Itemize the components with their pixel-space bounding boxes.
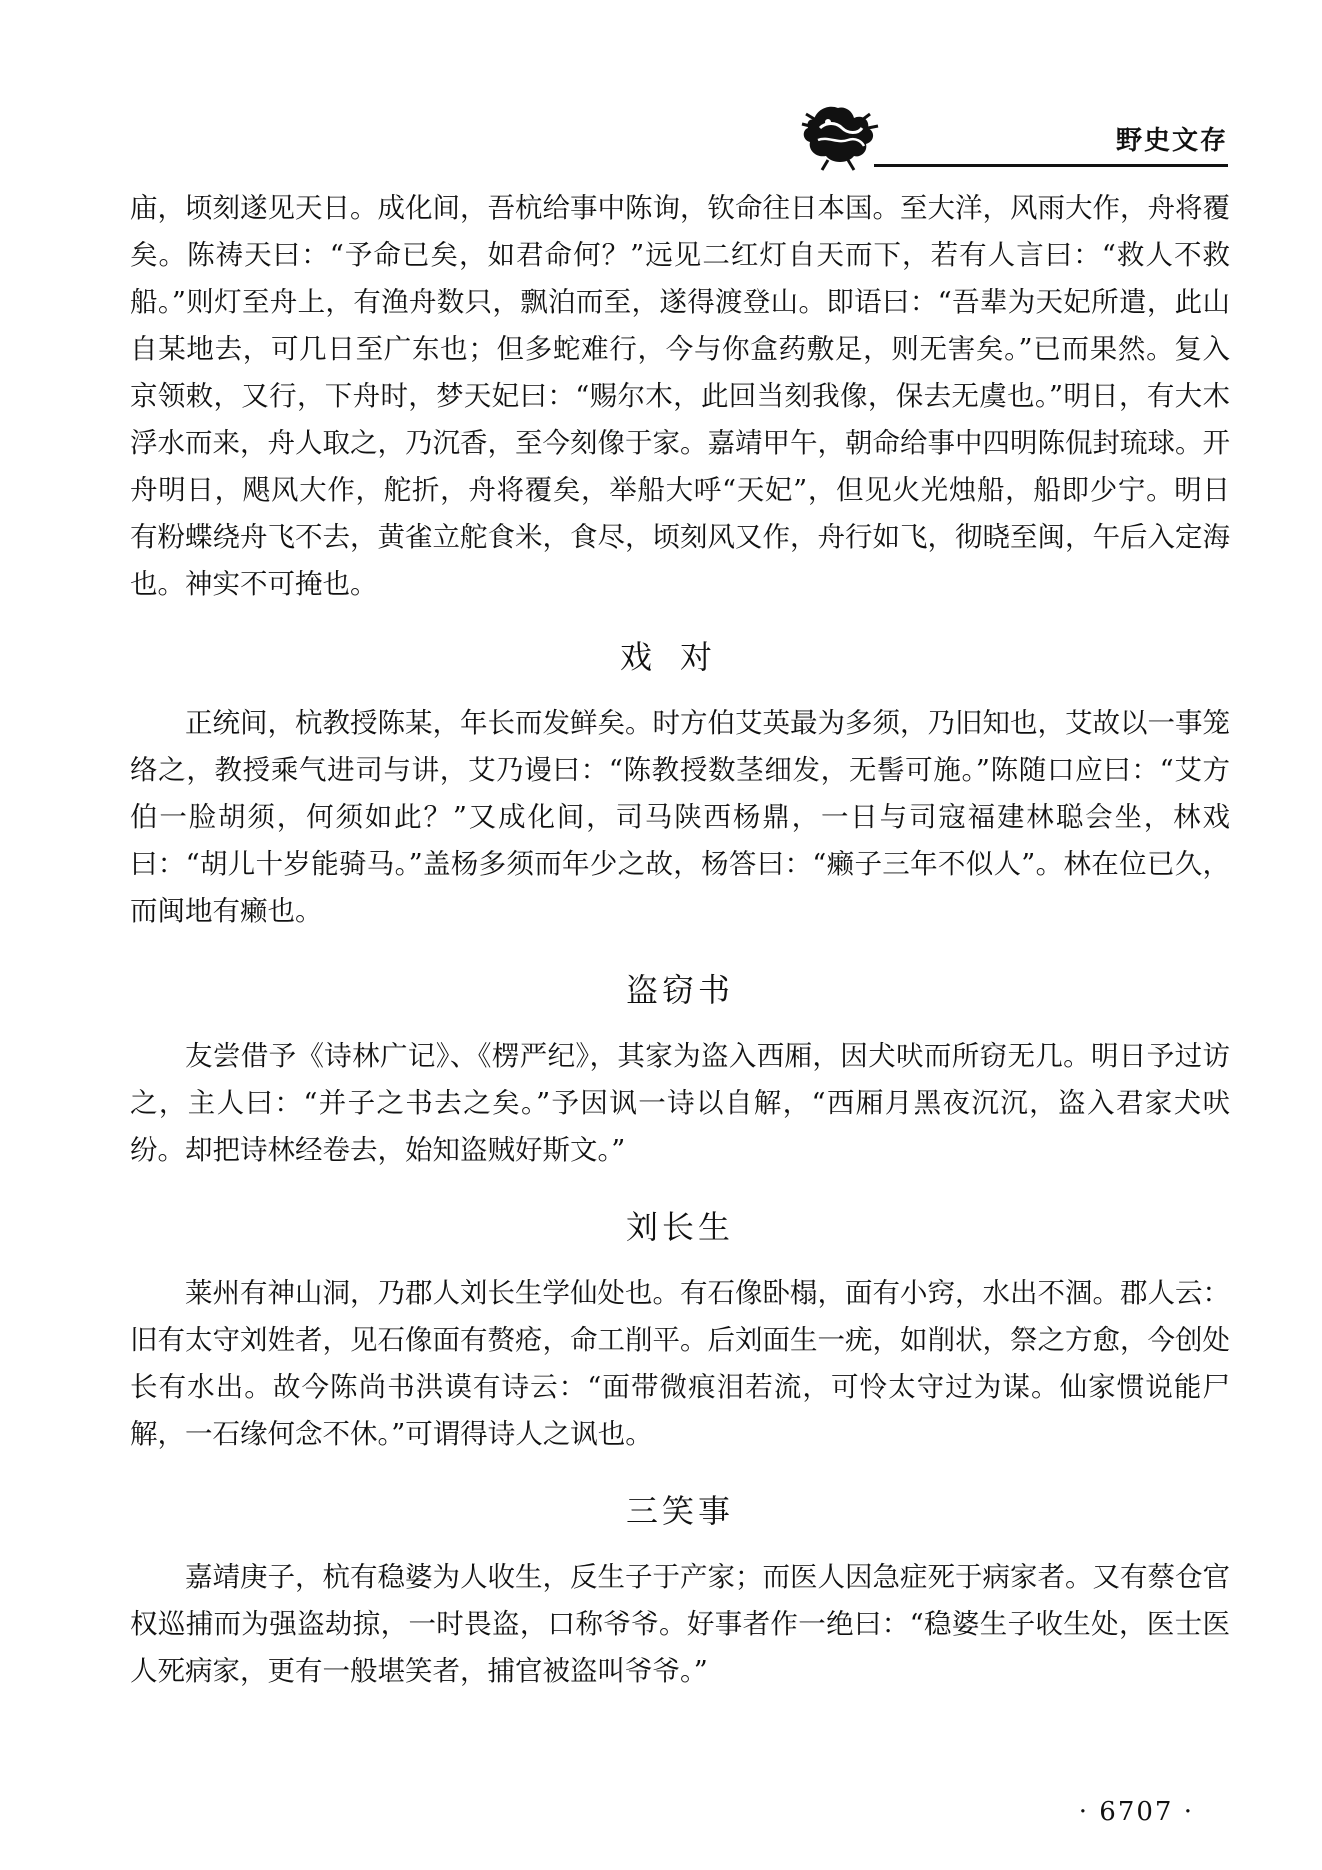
dragon-emblem-icon bbox=[798, 100, 884, 172]
section-title: 三笑事 bbox=[625, 1492, 734, 1530]
section-title: 盗窃书 bbox=[625, 971, 734, 1009]
section-body: 莱州有神山洞，乃郡人刘长生学仙处也。有石像卧榻，面有小窍，水出不涸。郡人云：旧有太守刘姓者，见石像面有赘疮，命工削平。后刘面生一疣，如削状，祭之方愈，今创处长有水出。故今陈尚书洪谟有诗云：“面带微痕泪若流，可怜太守过为谋。仙家惯说能尸解，一石缘何念不休。”可谓得诗人之讽也。 bbox=[130, 1277, 1230, 1450]
header-rule bbox=[874, 164, 1228, 167]
section-body: 友尝借予《诗林广记》、《楞严纪》，其家为盗入西厢，因犬吠而所窃无几。明日予过访之，主人曰：“并子之书去之矣。”予因讽一诗以自解，“西厢月黑夜沉沉，盗入君家犬吠纷。却把诗林经卷去，始知盗贼好斯文。” bbox=[130, 1040, 1230, 1166]
section-title: 戏对 bbox=[619, 638, 740, 676]
section-body: 嘉靖庚子，杭有稳婆为人收生，反生子于产家；而医人因急症死于病家者。又有蔡仓官权巡捕而为强盗劫掠，一时畏盗，口称爷爷。好事者作一绝曰：“稳婆生子收生处，医士医人死病家，更有一般堪笑者，捕官被盗叫爷爷。” bbox=[130, 1561, 1230, 1687]
running-header bbox=[798, 100, 1228, 172]
intro-paragraph: 庙，顷刻遂见天日。成化间，吾杭给事中陈询，钦命往日本国。至大洋，风雨大作，舟将覆矣。陈祷天曰：“予命已矣，如君命何？”远见二红灯自天而下，若有人言曰：“救人不救船。”则灯至舟上，有渔舟数只，飘泊而至，遂得渡登山。即语曰：“吾辈为天妃所遣，此山自某地去，可几日至广东也；但多蛇难行，今与你盒药敷足，则无害矣。”已而果然。复入京领敕，又行，下舟时，梦天妃曰：“赐尔木，此回当刻我像，保去无虞也。”明日，有大木浮水而来，舟人取之，乃沉香，至今刻像于家。嘉靖甲午，朝命给事中四明陈侃封琉球。开舟明日，飓风大作，舵折，舟将覆矣，举船大呼“天妃”，但见火光烛船，船即少宁。明日有粉蝶绕舟飞不去，黄雀立舵食米，食尽，顷刻风又作，舟行如飞，彻晓至闽，午后入定海也。神实不可掩也。 bbox=[130, 192, 1230, 600]
series-title: 野史文存 bbox=[1115, 126, 1228, 156]
section-body: 正统间，杭教授陈某，年长而发鲜矣。时方伯艾英最为多须，乃旧知也，艾故以一事笼络之，教授乘气进司与讲，艾乃谩曰：“陈教授数茎细发，无髻可施。”陈随口应曰：“艾方伯一脸胡须，何须如此？”又成化间，司马陕西杨鼎，一日与司寇福建林聪会坐，林戏曰：“胡儿十岁能骑马。”盖杨多须而年少之故，杨答曰：“癞子三年不似人”。林在位已久，而闽地有癞也。 bbox=[130, 707, 1230, 927]
page-number: · 6707 · bbox=[1078, 1797, 1194, 1827]
page-body bbox=[130, 185, 1230, 1695]
section-title: 刘长生 bbox=[625, 1208, 734, 1246]
